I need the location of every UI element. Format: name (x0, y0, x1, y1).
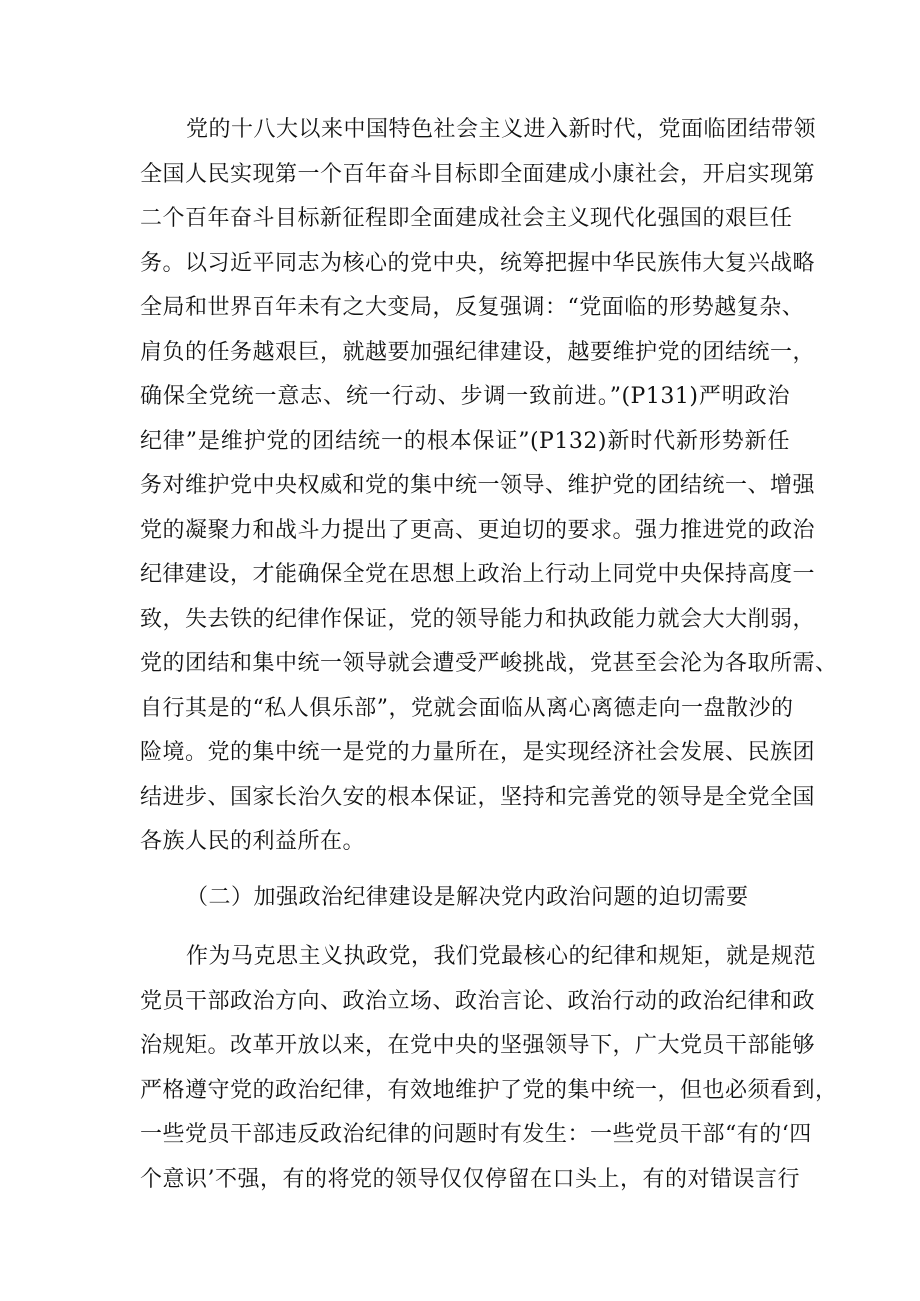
text-line: 全局和世界百年未有之大变局，反复强调：“党面临的形势越复杂、 (140, 295, 805, 320)
text-line: 纪律建设，才能确保全党在思想上政治上行动上同党中央保持高度一 (140, 562, 816, 587)
text-line: 一些党员干部违反政治纪律的问题时有发生：一些党员干部“有的‘四 (140, 1122, 812, 1147)
text-line: 严格遵守党的政治纪律，有效地维护了党的集中统一，但也必须看到， (140, 1078, 838, 1103)
section-heading: （二）加强政治纪律建设是解决党内政治问题的迫切需要 (186, 885, 749, 910)
text-line: 致，失去铁的纪律作保证，党的领导能力和执政能力就会大大削弱， (140, 607, 816, 632)
text-line: 治规矩。改革开放以来，在党中央的坚强领导下，广大党员干部能够 (140, 1033, 816, 1058)
text-line: 个意识’不强，有的将党的领导仅仅停留在口头上，有的对错误言行 (140, 1167, 800, 1192)
text-line: 党的凝聚力和战斗力提出了更高、更迫切的要求。强力推进党的政治 (140, 518, 816, 543)
text-line: 二个百年奋斗目标新征程即全面建成社会主义现代化强国的艰巨任 (140, 206, 793, 231)
text-line: 确保全党统一意志、统一行动、步调一致前进。”(P131)严明政治 (140, 384, 790, 409)
text-line: 结进步、国家长治久安的根本保证，坚持和完善党的领导是全党全国 (140, 785, 816, 810)
text-line: 险境。党的集中统一是党的力量所在，是实现经济社会发展、民族团 (140, 740, 816, 765)
text-line: 党的十八大以来中国特色社会主义进入新时代，党面临团结带领 (186, 117, 817, 142)
text-line: 肩负的任务越艰巨，就越要加强纪律建设，越要维护党的团结统一， (140, 340, 816, 365)
text-line: 务。以习近平同志为核心的党中央，统筹把握中华民族伟大复兴战略 (140, 251, 816, 276)
text-line: 党员干部政治方向、政治立场、政治言论、政治行动的政治纪律和政 (140, 989, 816, 1014)
text-line: 纪律”是维护党的团结统一的根本保证”(P132)新时代新形势新任 (140, 429, 790, 454)
text-line: 自行其是的“私人俱乐部”，党就会面临从离心离德走向一盘散沙的 (140, 696, 794, 721)
text-line: 作为马克思主义执政党，我们党最核心的纪律和规矩，就是规范 (186, 944, 817, 969)
text-line: 党的团结和集中统一领导就会遭受严峻挑战，党甚至会沦为各取所需、 (140, 651, 838, 676)
text-line: 各族人民的利益所在。 (140, 829, 366, 854)
text-line: 全国人民实现第一个百年奋斗目标即全面建成小康社会，开启实现第 (140, 162, 816, 187)
text-line: 务对维护党中央权威和党的集中统一领导、维护党的团结统一、增强 (140, 473, 816, 498)
